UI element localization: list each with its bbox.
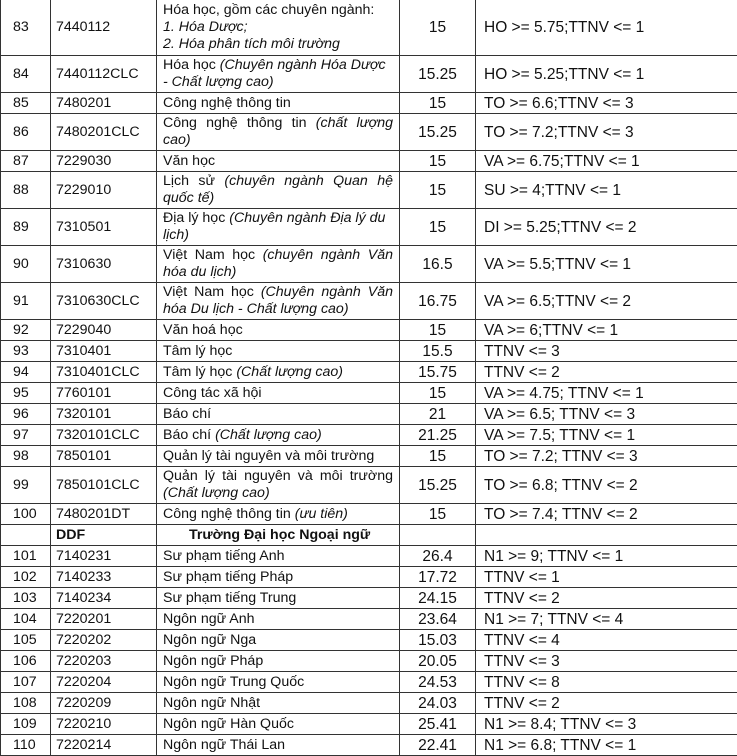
row-code: 7220210 (51, 714, 157, 735)
row-score: 15.25 (400, 114, 476, 151)
row-criteria: VA >= 4.75; TTNV <= 1 (476, 383, 737, 404)
row-major: Sư phạm tiếng Anh (157, 546, 400, 567)
row-score: 22.41 (400, 735, 476, 756)
row-score: 24.53 (400, 672, 476, 693)
row-criteria: N1 >= 8.4; TTNV <= 3 (476, 714, 737, 735)
row-code: 7229040 (51, 320, 157, 341)
table-row (1, 383, 737, 404)
row-score: 21.25 (400, 425, 476, 446)
row-stt: 85 (1, 93, 51, 114)
row-score: 15.03 (400, 630, 476, 651)
row-major (157, 504, 400, 525)
row-score: 17.72 (400, 567, 476, 588)
row-major-note: (chuyên ngành Quan hệ quốc tế) (163, 173, 393, 206)
row-stt: 102 (1, 567, 51, 588)
table-row (1, 283, 737, 320)
row-code: 7850101CLC (51, 467, 157, 504)
row-stt: 88 (1, 172, 51, 209)
row-criteria: N1 >= 7; TTNV <= 4 (476, 609, 737, 630)
row-major: Tâm lý học (157, 341, 400, 362)
row-score: 15 (400, 504, 476, 525)
row-stt: 107 (1, 672, 51, 693)
table-row (1, 320, 737, 341)
row-major-note: (Chuyên ngành Địa lý du lịch) (163, 210, 385, 243)
row-stt: 110 (1, 735, 51, 756)
row-major-name: Việt Nam học (163, 284, 261, 300)
row-code: 7310630CLC (51, 283, 157, 320)
row-major: Văn hoá học (157, 320, 400, 341)
table-row (1, 362, 737, 383)
row-criteria: TO >= 6.8; TTNV <= 2 (476, 467, 737, 504)
row-code: 7850101 (51, 446, 157, 467)
row-major (157, 0, 400, 56)
row-criteria: TTNV <= 2 (476, 362, 737, 383)
row-major-name: Công nghệ thông tin (163, 506, 295, 522)
row-major-note: (Chất lượng cao) (215, 427, 322, 443)
row-stt: 97 (1, 425, 51, 446)
row-stt: 108 (1, 693, 51, 714)
row-code: 7760101 (51, 383, 157, 404)
row-criteria: VA >= 7.5; TTNV <= 1 (476, 425, 737, 446)
row-score: 24.15 (400, 588, 476, 609)
row-score: 15 (400, 0, 476, 56)
row-score: 21 (400, 404, 476, 425)
row-major-line-2: 1. Hóa Dược; (163, 19, 393, 36)
row-score: 15.25 (400, 467, 476, 504)
section-title: Trường Đại học Ngoại ngữ (157, 525, 400, 546)
row-code: 7229010 (51, 172, 157, 209)
row-score: 15 (400, 446, 476, 467)
row-criteria: TTNV <= 3 (476, 651, 737, 672)
row-major-line-3: 2. Hóa phân tích môi trường (163, 36, 393, 53)
row-code: 7229030 (51, 151, 157, 172)
table-row (1, 546, 737, 567)
row-code: 7440112CLC (51, 56, 157, 93)
row-criteria: TTNV <= 2 (476, 588, 737, 609)
row-code: 7320101 (51, 404, 157, 425)
row-criteria: TO >= 7.4; TTNV <= 2 (476, 504, 737, 525)
row-score: 25.41 (400, 714, 476, 735)
row-criteria: HO >= 5.75;TTNV <= 1 (476, 0, 737, 56)
row-criteria: TTNV <= 8 (476, 672, 737, 693)
table-row (1, 404, 737, 425)
row-stt: 92 (1, 320, 51, 341)
row-major-note: (Chuyên ngành Hóa Dược - Chất lượng cao) (163, 57, 386, 90)
row-criteria: TTNV <= 4 (476, 630, 737, 651)
table-row (1, 209, 737, 246)
row-criteria: VA >= 6.75;TTNV <= 1 (476, 151, 737, 172)
row-score: 15.5 (400, 341, 476, 362)
row-stt: 109 (1, 714, 51, 735)
row-stt: 86 (1, 114, 51, 151)
table-row (1, 504, 737, 525)
row-major-note: (chất lượng cao) (163, 115, 393, 148)
row-stt: 98 (1, 446, 51, 467)
row-stt: 101 (1, 546, 51, 567)
row-major: Sư phạm tiếng Pháp (157, 567, 400, 588)
row-major: Ngôn ngữ Anh (157, 609, 400, 630)
row-code: 7220201 (51, 609, 157, 630)
row-major: Báo chí (157, 404, 400, 425)
row-criteria: TO >= 7.2; TTNV <= 3 (476, 446, 737, 467)
table-row (1, 246, 737, 283)
row-criteria: TO >= 7.2;TTNV <= 3 (476, 114, 737, 151)
row-stt: 94 (1, 362, 51, 383)
row-major-note: (ưu tiên) (295, 506, 348, 522)
row-score: 15 (400, 93, 476, 114)
table-row (1, 425, 737, 446)
table-row (1, 609, 737, 630)
table-row (1, 341, 737, 362)
row-code: 7220214 (51, 735, 157, 756)
table-row (1, 93, 737, 114)
row-score: 16.75 (400, 283, 476, 320)
row-code: 7440112 (51, 0, 157, 56)
row-stt: 95 (1, 383, 51, 404)
table-row (1, 735, 737, 756)
row-criteria: HO >= 5.25;TTNV <= 1 (476, 56, 737, 93)
table-row (1, 588, 737, 609)
row-stt: 99 (1, 467, 51, 504)
row-major: Công nghệ thông tin (157, 93, 400, 114)
row-score: 16.5 (400, 246, 476, 283)
row-score: 15 (400, 172, 476, 209)
row-criteria (476, 525, 737, 546)
table-row (1, 446, 737, 467)
row-major (157, 283, 400, 320)
row-stt: 84 (1, 56, 51, 93)
row-code: 7140233 (51, 567, 157, 588)
row-major (157, 467, 400, 504)
row-major: Ngôn ngữ Thái Lan (157, 735, 400, 756)
row-major (157, 56, 400, 93)
row-score: 15.25 (400, 56, 476, 93)
row-stt: 91 (1, 283, 51, 320)
row-code: 7220203 (51, 651, 157, 672)
row-major-name: Quản lý tài nguyên và môi trường (163, 468, 393, 484)
row-stt: 90 (1, 246, 51, 283)
row-code: 7310501 (51, 209, 157, 246)
row-major-name: Tâm lý học (163, 364, 236, 380)
table-row (1, 630, 737, 651)
row-major: Ngôn ngữ Nga (157, 630, 400, 651)
row-criteria: TO >= 6.6;TTNV <= 3 (476, 93, 737, 114)
row-major-name: Hóa học, gồm các chuyên ngành: (163, 2, 393, 19)
table-row (1, 151, 737, 172)
row-criteria: TTNV <= 1 (476, 567, 737, 588)
row-code: 7480201DT (51, 504, 157, 525)
row-major (157, 114, 400, 151)
row-criteria: DI >= 5.25;TTNV <= 2 (476, 209, 737, 246)
row-major (157, 362, 400, 383)
table-row (1, 172, 737, 209)
row-major-name: Hóa học (163, 57, 220, 73)
row-code: 7320101CLC (51, 425, 157, 446)
row-score: 23.64 (400, 609, 476, 630)
row-stt: 106 (1, 651, 51, 672)
row-major: Ngôn ngữ Nhật (157, 693, 400, 714)
row-score: 15 (400, 209, 476, 246)
row-code: 7310401 (51, 341, 157, 362)
table-row (1, 114, 737, 151)
row-major-note: (Chất lượng cao) (163, 485, 270, 501)
row-stt: 83 (1, 0, 51, 56)
row-code: 7140234 (51, 588, 157, 609)
row-criteria: VA >= 6.5;TTNV <= 2 (476, 283, 737, 320)
row-criteria: SU >= 4;TTNV <= 1 (476, 172, 737, 209)
row-major (157, 209, 400, 246)
row-stt: 87 (1, 151, 51, 172)
table-row (1, 693, 737, 714)
row-criteria: VA >= 6;TTNV <= 1 (476, 320, 737, 341)
row-major-note: (Chuyên ngành Văn hóa Du lịch - Chất lượng cao) (163, 284, 393, 317)
row-score: 24.03 (400, 693, 476, 714)
row-score: 15.75 (400, 362, 476, 383)
row-stt (1, 525, 51, 546)
table-row (1, 651, 737, 672)
row-major-name: Công nghệ thông tin (163, 115, 316, 131)
row-criteria: TTNV <= 2 (476, 693, 737, 714)
row-code: 7480201CLC (51, 114, 157, 151)
row-stt: 93 (1, 341, 51, 362)
row-code: 7220204 (51, 672, 157, 693)
row-score: 15 (400, 320, 476, 341)
row-score: 15 (400, 383, 476, 404)
row-score: 26.4 (400, 546, 476, 567)
row-criteria: VA >= 6.5; TTNV <= 3 (476, 404, 737, 425)
row-major-name: Việt Nam học (163, 247, 263, 263)
row-major-note: (Chất lượng cao) (236, 364, 343, 380)
row-major: Văn học (157, 151, 400, 172)
section-row (1, 525, 737, 546)
row-code: 7310401CLC (51, 362, 157, 383)
row-major-name: Báo chí (163, 427, 215, 443)
row-stt: 100 (1, 504, 51, 525)
row-major: Sư phạm tiếng Trung (157, 588, 400, 609)
table-row (1, 567, 737, 588)
row-score: 15 (400, 151, 476, 172)
row-criteria: TTNV <= 3 (476, 341, 737, 362)
row-stt: 96 (1, 404, 51, 425)
row-criteria: N1 >= 6.8; TTNV <= 1 (476, 735, 737, 756)
row-major: Ngôn ngữ Pháp (157, 651, 400, 672)
table-row (1, 56, 737, 93)
row-code: 7310630 (51, 246, 157, 283)
table-row (1, 467, 737, 504)
row-major-name: Lịch sử (163, 173, 224, 189)
row-code: 7220202 (51, 630, 157, 651)
row-major-name: Địa lý học (163, 210, 229, 226)
row-stt: 103 (1, 588, 51, 609)
row-stt: 105 (1, 630, 51, 651)
row-major: Ngôn ngữ Hàn Quốc (157, 714, 400, 735)
row-stt: 104 (1, 609, 51, 630)
row-code: 7220209 (51, 693, 157, 714)
table-row (1, 672, 737, 693)
row-major: Ngôn ngữ Trung Quốc (157, 672, 400, 693)
row-major (157, 425, 400, 446)
row-criteria: N1 >= 9; TTNV <= 1 (476, 546, 737, 567)
row-score (400, 525, 476, 546)
table-row (1, 0, 737, 56)
row-major (157, 172, 400, 209)
row-code: 7480201 (51, 93, 157, 114)
table-row (1, 714, 737, 735)
section-code: DDF (51, 525, 157, 546)
row-major (157, 246, 400, 283)
row-stt: 89 (1, 209, 51, 246)
row-criteria: VA >= 5.5;TTNV <= 1 (476, 246, 737, 283)
row-major: Quản lý tài nguyên và môi trường (157, 446, 400, 467)
row-score: 20.05 (400, 651, 476, 672)
row-major-note: (chuyên ngành Văn hóa du lịch) (163, 247, 393, 280)
row-major: Công tác xã hội (157, 383, 400, 404)
row-code: 7140231 (51, 546, 157, 567)
